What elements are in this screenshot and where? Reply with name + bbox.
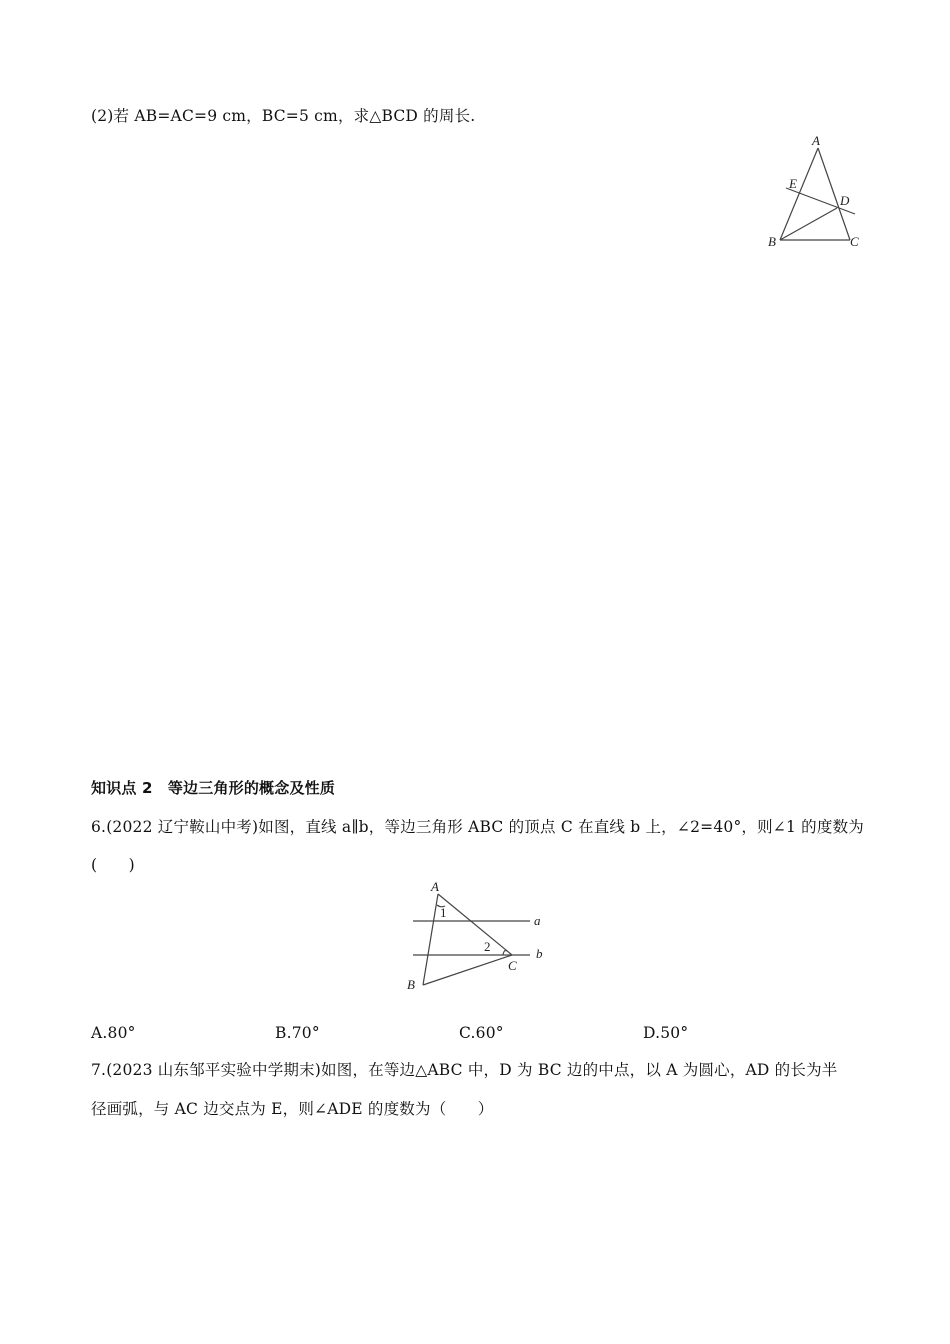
fig2-label-c: C xyxy=(508,958,517,973)
fig1-label-a: A xyxy=(812,133,820,148)
fig1-label-d: D xyxy=(840,193,850,208)
q6-option-a: A.80° xyxy=(91,1024,136,1042)
q7-text-line1: 7.(2023 山东邹平实验中学期末)如图，在等边△ABC 中，D 为 BC 边的中点，以 A 为圆心，AD 的长为半 xyxy=(91,1061,838,1079)
q6-text: 6.(2022 辽宁鞍山中考)如图，直线 a∥b，等边三角形 ABC 的顶点 C 在直线 b 上，∠2=40°，则∠1 的度数为 xyxy=(91,818,864,836)
fig2-side-ab xyxy=(423,894,438,985)
q6-option-b: B.70° xyxy=(275,1024,320,1042)
fig2-label-line-a: a xyxy=(534,913,541,928)
fig1-label-b: B xyxy=(768,234,776,249)
fig1-label-c: C xyxy=(850,234,859,249)
fig2-label-a: A xyxy=(431,879,439,894)
q7-text-line2: 径画弧，与 AC 边交点为 E，则∠ADE 的度数为（ ） xyxy=(91,1100,494,1118)
fig2-label-b: B xyxy=(407,977,415,992)
fig2-label-angle2: 2 xyxy=(484,939,491,954)
fig2-angle2-arc xyxy=(503,951,507,956)
q6-option-d: D.50° xyxy=(643,1024,689,1042)
q5-part2-text: (2)若 AB=AC=9 cm，BC=5 cm，求△BCD 的周长. xyxy=(91,107,476,125)
fig2-label-angle1: 1 xyxy=(440,905,447,920)
fig1-label-e: E xyxy=(789,176,797,191)
fig2-side-bc xyxy=(423,955,512,985)
section-title: 知识点 2 等边三角形的概念及性质 xyxy=(91,779,336,797)
fig2-side-ac xyxy=(438,894,512,955)
fig2-label-line-b: b xyxy=(536,946,543,961)
q6-answer-paren: ( ) xyxy=(91,856,135,874)
q6-option-c: C.60° xyxy=(459,1024,504,1042)
